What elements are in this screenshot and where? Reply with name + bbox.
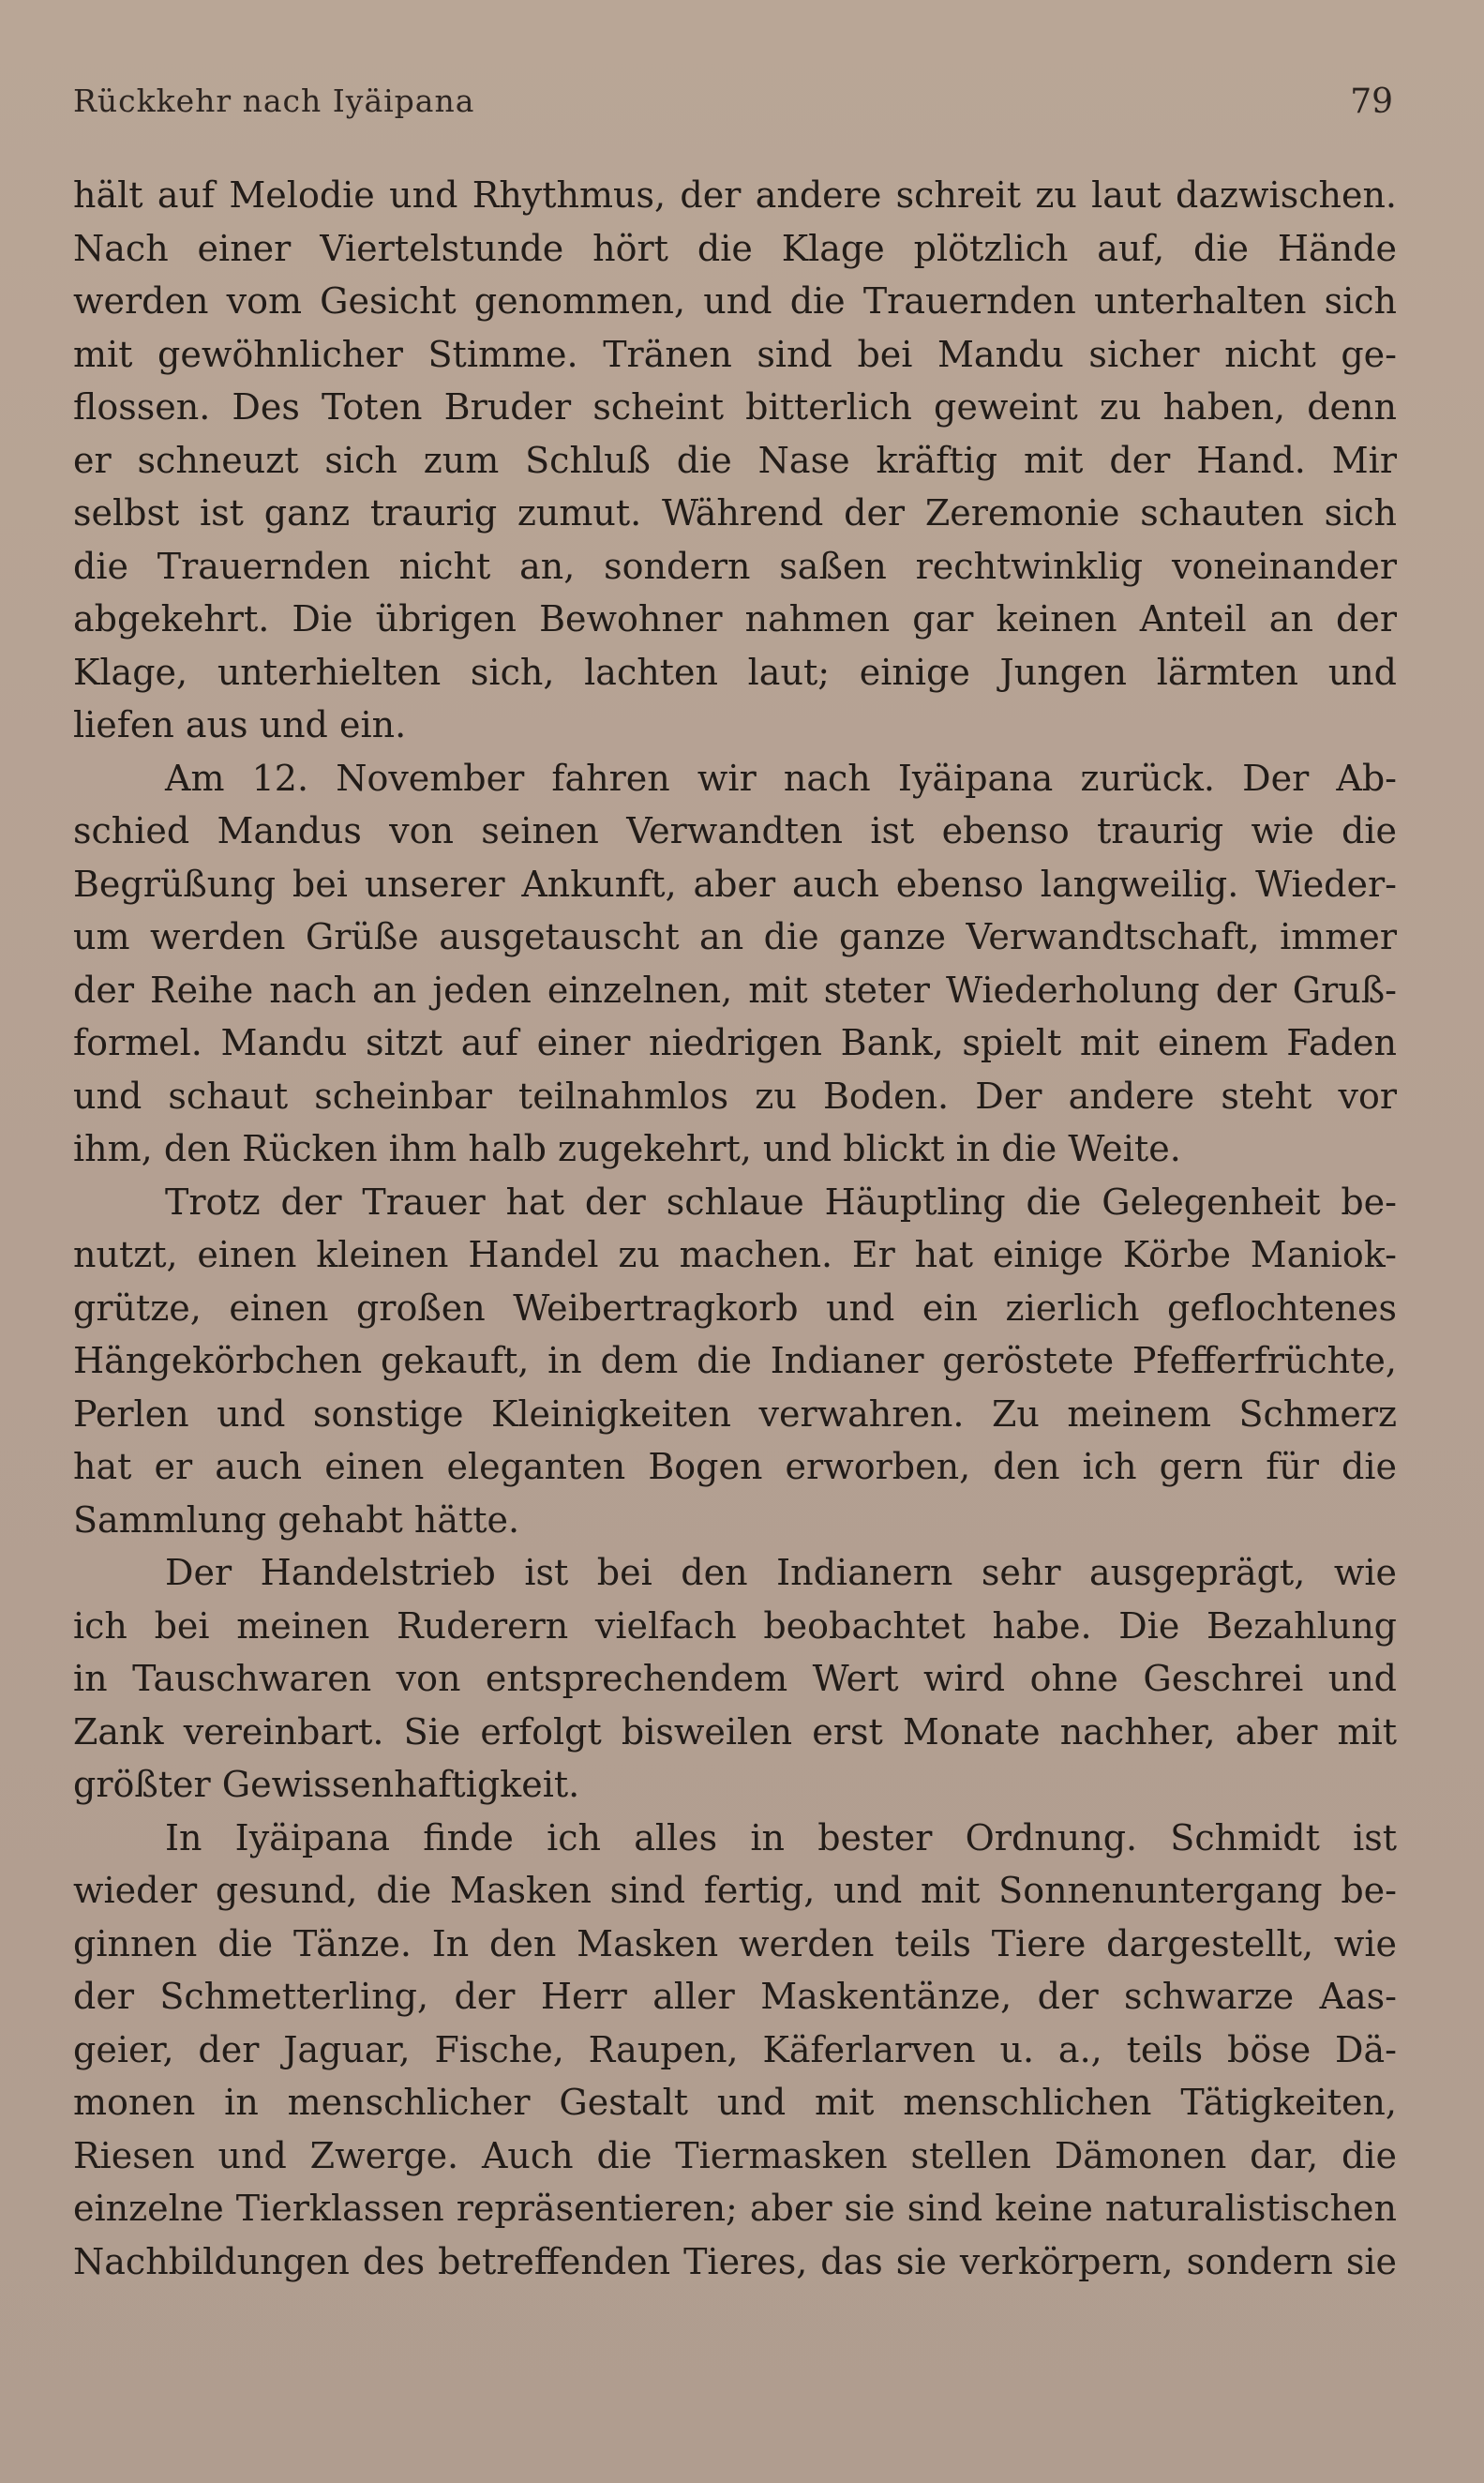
- text-line: Hängekörbchen gekauft, in dem die Indianer geröstete Pfefferfrüchte,: [73, 1340, 1397, 1381]
- text-line: Der Handelstrieb ist bei den Indianern sehr ausgeprägt, wie: [165, 1552, 1397, 1593]
- text-line: monen in menschlicher Gestalt und mit menschlichen Tätigkeiten,: [73, 2082, 1397, 2123]
- text-line: grütze, einen großen Weibertragkorb und ein zierlich geflochtenes: [73, 1287, 1397, 1329]
- text-line: hat er auch einen eleganten Bogen erworben, den ich gern für die: [73, 1446, 1397, 1487]
- text-line: mit gewöhnlicher Stimme. Tränen sind bei Mandu sicher nicht ge-: [73, 333, 1397, 375]
- text-line: der Reihe nach an jeden einzelnen, mit steter Wiederholung der Gruß-: [73, 969, 1397, 1011]
- text-line: Sammlung gehabt hätte.: [73, 1498, 520, 1541]
- text-line: und schaut scheinbar teilnahmlos zu Boden. Der andere steht vor: [73, 1075, 1397, 1117]
- text-line: in Tauschwaren von entsprechendem Wert wird ohne Geschrei und: [73, 1658, 1397, 1699]
- text-line: er schneuzt sich zum Schluß die Nase kräftig mit der Hand. Mir: [73, 439, 1397, 481]
- text-line: formel. Mandu sitzt auf einer niedrigen Bank, spielt mit einem Faden: [73, 1022, 1397, 1063]
- text-line: Trotz der Trauer hat der schlaue Häuptling die Gelegenheit be-: [165, 1181, 1397, 1223]
- text-line: hält auf Melodie und Rhythmus, der andere schreit zu laut dazwischen.: [73, 174, 1397, 216]
- text-line: abgekehrt. Die übrigen Bewohner nahmen gar keinen Anteil an der: [73, 598, 1397, 640]
- text-line: nutzt, einen kleinen Handel zu machen. Er hat einige Körbe Maniok-: [73, 1234, 1397, 1275]
- text-line: Perlen und sonstige Kleinigkeiten verwahren. Zu meinem Schmerz: [73, 1392, 1397, 1435]
- text-line: ginnen die Tänze. In den Masken werden teils Tiere dargestellt, wie: [73, 1922, 1397, 1964]
- text-line: größter Gewissenhaftigkeit.: [73, 1764, 580, 1805]
- text-line: Zank vereinbart. Sie erfolgt bisweilen erst Monate nachher, aber mit: [73, 1710, 1397, 1753]
- text-line: liefen aus und ein.: [73, 704, 407, 745]
- text-line: werden vom Gesicht genommen, und die Trauernden unterhalten sich: [73, 280, 1397, 322]
- page-header: [73, 83, 1393, 131]
- paragraph-1: [73, 169, 1397, 752]
- text-line: der Schmetterling, der Herr aller Maskentänze, der schwarze Aas-: [73, 1976, 1397, 2017]
- paragraph-5: [73, 1812, 1397, 2289]
- body-text: [73, 169, 1397, 2288]
- paragraph-4: [73, 1546, 1397, 1812]
- text-line: ich bei meinen Ruderern vielfach beobachtet habe. Die Bezahlung: [73, 1604, 1397, 1647]
- text-line: geier, der Jaguar, Fische, Raupen, Käferlarven u. a., teils böse Dä-: [73, 2028, 1397, 2070]
- text-line: Nach einer Viertelstunde hört die Klage plötzlich auf, die Hände: [73, 227, 1397, 269]
- running-title: Rückkehr nach Iyäipana: [73, 83, 475, 119]
- text-line: Am 12. November fahren wir nach Iyäipana zurück. Der Ab-: [165, 757, 1397, 799]
- paragraph-3: [73, 1176, 1397, 1547]
- text-line: In Iyäipana finde ich alles in bester Ordnung. Schmidt ist: [165, 1816, 1397, 1858]
- text-line: Klage, unterhielten sich, lachten laut; einige Jungen lärmten und: [73, 651, 1397, 693]
- paragraph-2: [73, 752, 1397, 1176]
- text-line: die Trauernden nicht an, sondern saßen rechtwinklig voneinander: [73, 545, 1397, 587]
- page-number: 79: [1350, 83, 1393, 121]
- text-line: wieder gesund, die Masken sind fertig, und mit Sonnenuntergang be-: [73, 1870, 1397, 1911]
- text-line: Riesen und Zwerge. Auch die Tiermasken stellen Dämonen dar, die: [73, 2134, 1397, 2176]
- text-line: einzelne Tierklassen repräsentieren; aber sie sind keine naturalistischen: [73, 2188, 1397, 2229]
- text-line: selbst ist ganz traurig zumut. Während der Zeremonie schauten sich: [73, 492, 1397, 534]
- text-line: um werden Grüße ausgetauscht an die ganze Verwandtschaft, immer: [73, 916, 1397, 957]
- text-line: schied Mandus von seinen Verwandten ist ebenso traurig wie die: [73, 810, 1397, 851]
- text-line: Begrüßung bei unserer Ankunft, aber auch ebenso langweilig. Wieder-: [73, 863, 1397, 905]
- text-line: flossen. Des Toten Bruder scheint bitterlich geweint zu haben, denn: [73, 386, 1397, 428]
- text-line: ihm, den Rücken ihm halb zugekehrt, und blickt in die Weite.: [73, 1128, 1181, 1169]
- text-line: Nachbildungen des betreffenden Tieres, das sie verkörpern, sondern sie: [73, 2240, 1397, 2282]
